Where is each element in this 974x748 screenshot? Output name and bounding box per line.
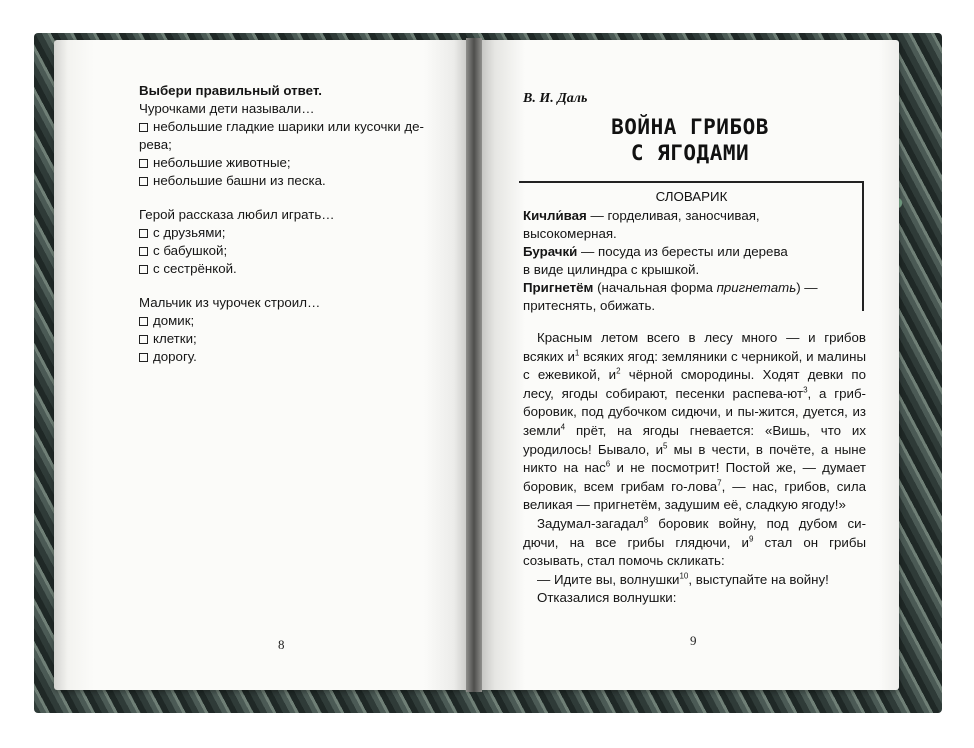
vocab-entry-2: Бурачки́ — посуда из бересты или дерева [523, 244, 788, 259]
quiz-heading: Выбери правильный ответ. [139, 83, 322, 98]
option-1-1[interactable]: небольшие гладкие шарики или кусочки де- [139, 118, 424, 137]
checkbox[interactable] [139, 177, 148, 186]
page-number-left: 8 [278, 637, 285, 652]
question-3: Мальчик из чурочек строил… [139, 295, 321, 310]
vocab-entry-1-cont: высокомерная. [523, 226, 617, 241]
left-page [54, 40, 468, 690]
story-title-line1: ВОЙНА ГРИБОВ [611, 115, 769, 139]
story-paragraph-4: Отказалися волнушки: [537, 590, 677, 606]
checkbox[interactable] [139, 229, 148, 238]
option-1-1-cont: рева; [139, 137, 172, 152]
story-text [523, 329, 866, 608]
option-1-3[interactable]: небольшие башни из песка. [139, 172, 326, 191]
story-paragraph-3: — Идите вы, волнушки$^{10}$, выступайте на войну! [537, 571, 829, 587]
vocab-entry-2-cont: в виде цилиндра с крышкой. [523, 262, 700, 277]
story-title-line2: С ЯГОДАМИ [630, 141, 750, 165]
story-paragraph-1: Красным летом всего в лесу много — и грибов всяких $и^1$ всяких ягод: земляники с черникой, и малины с ежевикой, $и^2$ чёрной смородины. Ходят девки по лесу, ягоды собирают, песенки распева-$ют^3$, а гриб-боровик, под дубочком сидючи, и пы-жится, дуется, из земли$^4$ прёт, на ягоды гневается: «Вишь, что их уродилось! Бывало, $и^5$ мы в чести, в почёте, а ныне никто на нас$^6$ и не посмотрит! Постой же, — думает боровик, всем грибам го-лова$^7$, — нас, грибов, сила великая — пригнетём, задушим её, сладкую ягоду!» [523, 330, 867, 513]
question-2: Герой рассказа любил играть… [139, 207, 335, 222]
checkbox[interactable] [139, 159, 148, 168]
checkbox[interactable] [139, 317, 148, 326]
vocabulary-title: СЛОВАРИК [655, 189, 728, 204]
checkbox[interactable] [139, 247, 148, 256]
option-3-2[interactable]: клетки; [139, 330, 197, 349]
option-3-1[interactable]: домик; [139, 312, 194, 331]
vocab-entry-3-cont: притеснять, обижать. [523, 298, 656, 313]
story-paragraph-2: Задумал-загадал$^8$ боровик войну, под дубом си-дючи, на все грибы глядючи, $и^9$ стал он грибы созывать, стал помочь скликать: [523, 515, 866, 569]
page-number-right: 9 [690, 633, 697, 648]
checkbox[interactable] [139, 335, 148, 344]
option-2-3[interactable]: с сестрёнкой. [139, 260, 237, 279]
vocab-entry-1: Кичли́вая — горделивая, заносчивая, [523, 208, 760, 223]
option-3-3[interactable]: дорогу. [139, 348, 197, 367]
checkbox[interactable] [139, 265, 148, 274]
question-1: Чурочками дети называли… [139, 101, 315, 116]
option-2-2[interactable]: с бабушкой; [139, 242, 227, 261]
checkbox[interactable] [139, 123, 148, 132]
vocab-entry-3: Пригнетём (начальная форма пригнетать) — [523, 280, 818, 295]
checkbox[interactable] [139, 353, 148, 362]
option-2-1[interactable]: с друзьями; [139, 224, 225, 243]
author-name: В. И. Даль [523, 91, 588, 106]
option-1-2[interactable]: небольшие животные; [139, 154, 291, 173]
